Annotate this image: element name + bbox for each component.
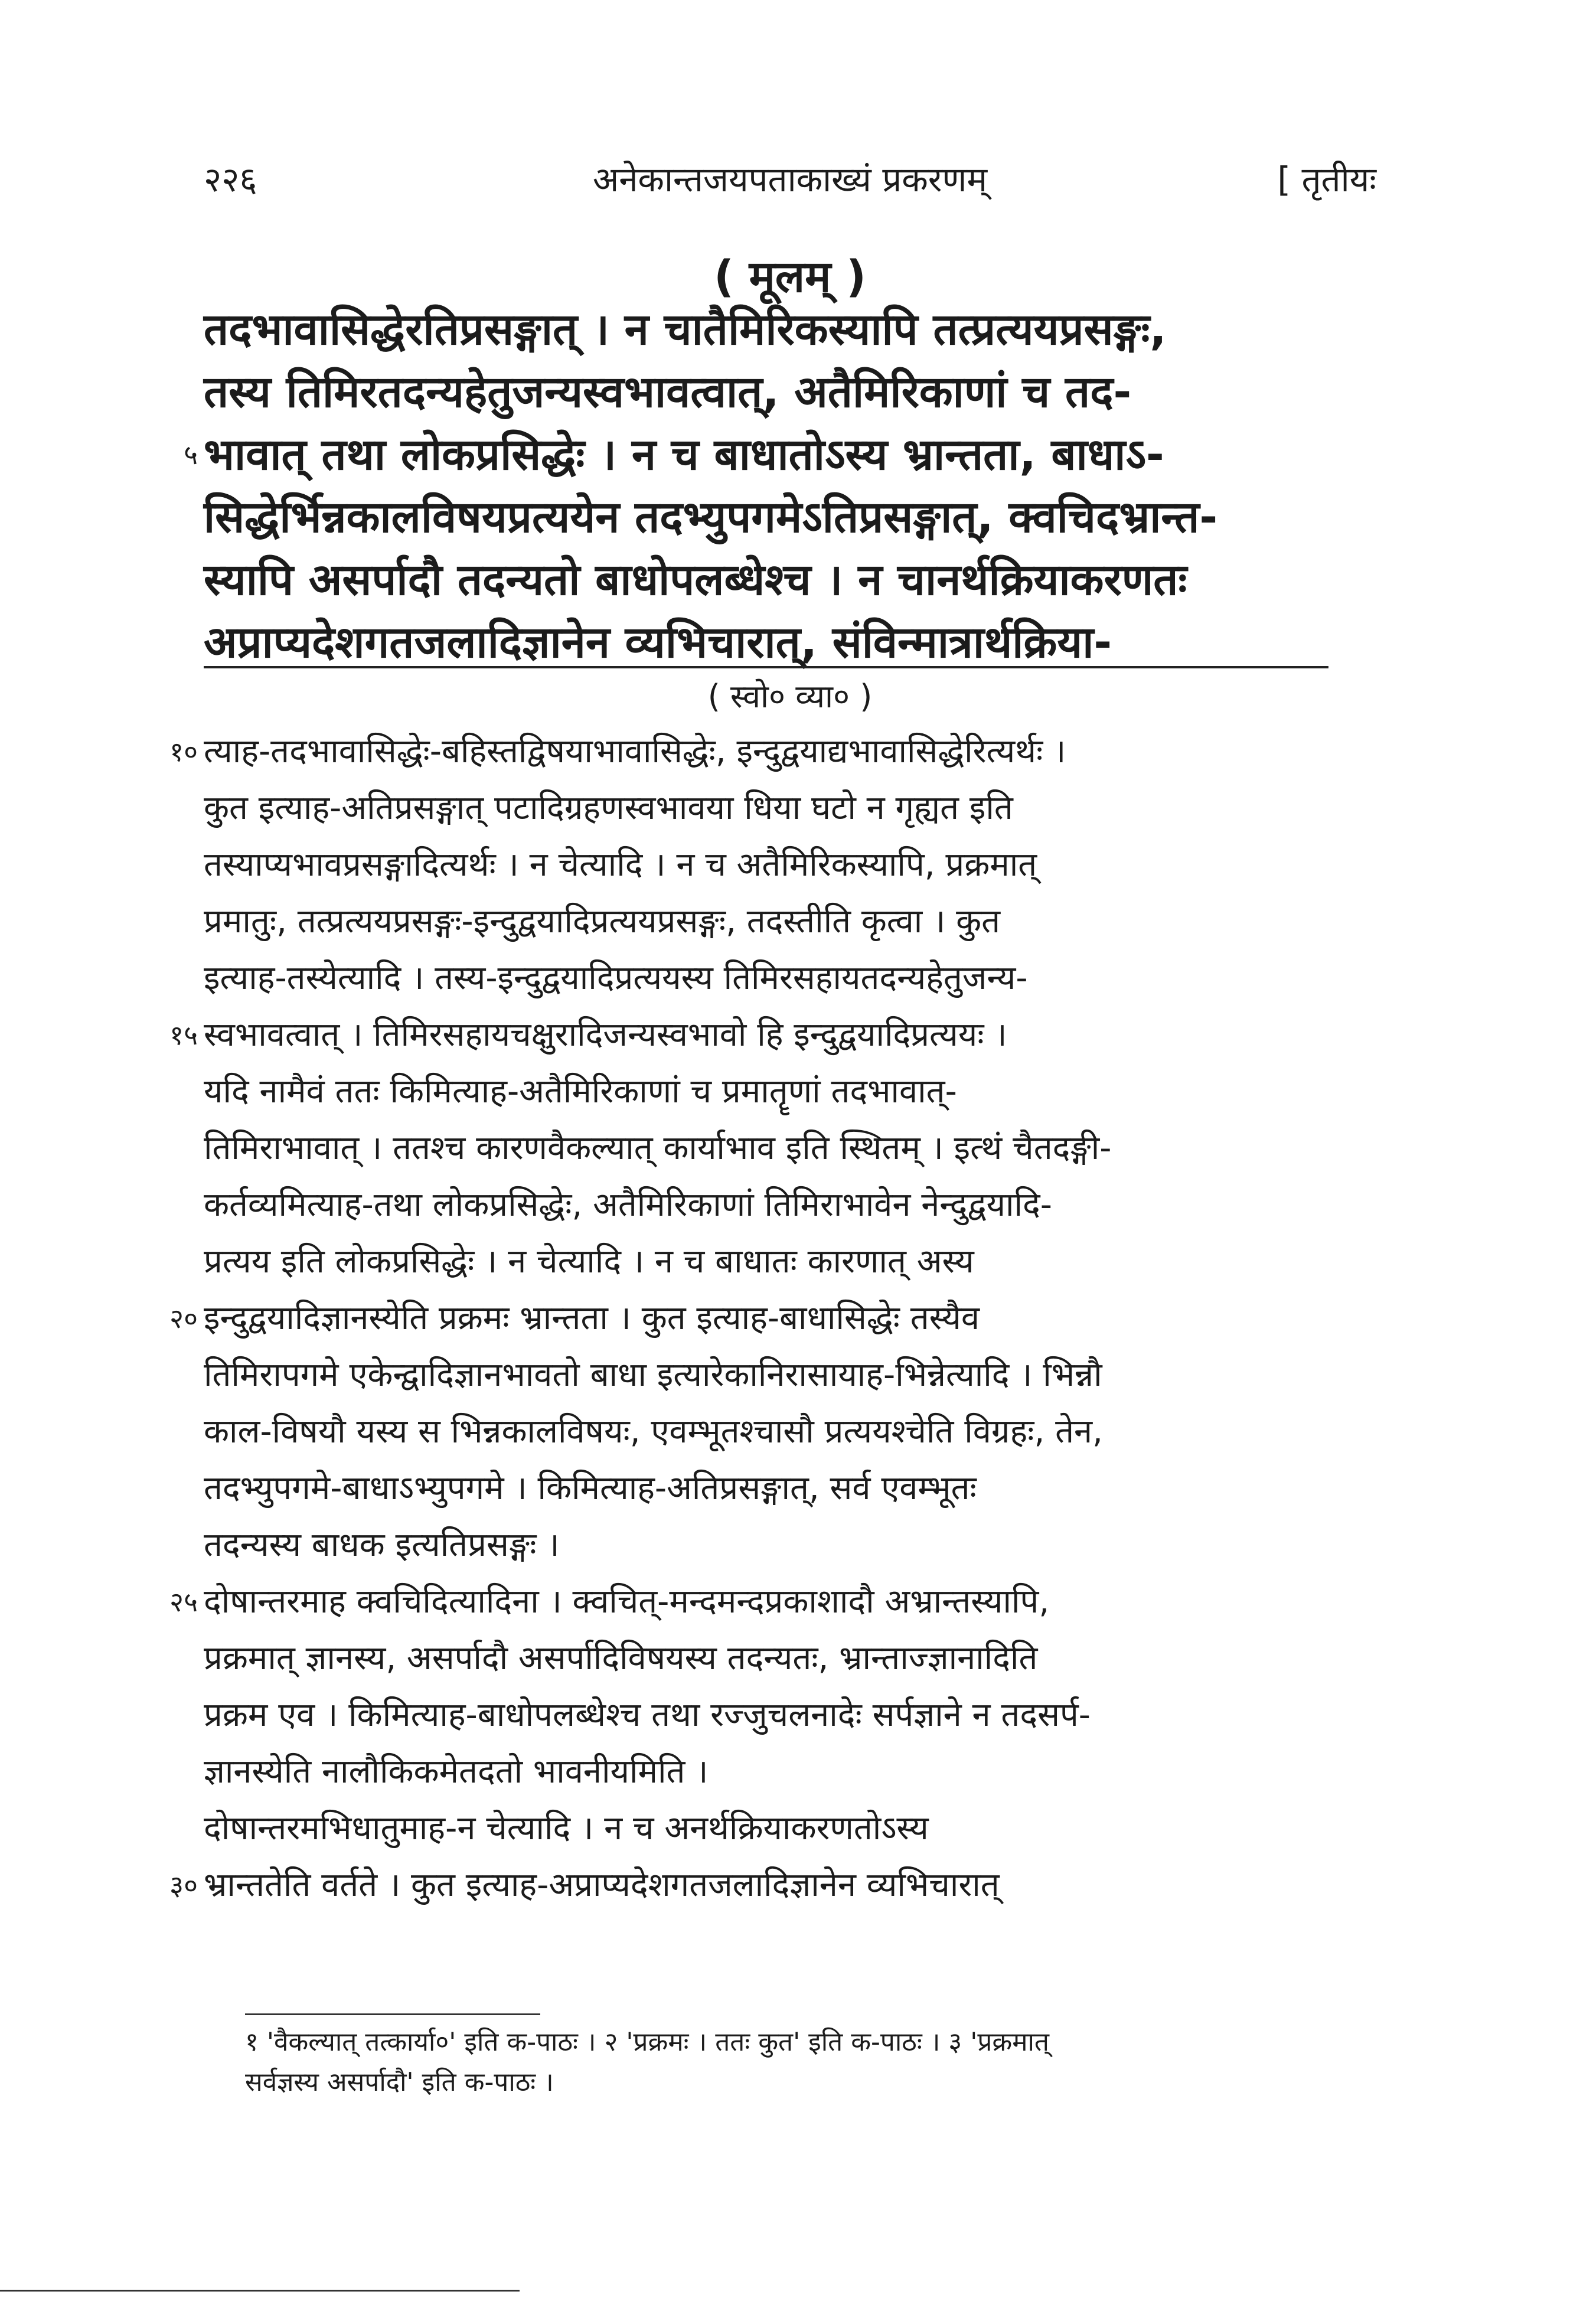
mula-line [204,298,1328,361]
commentary-text [169,723,1328,1914]
commentary-line [204,1517,1328,1574]
commentary-line [204,1120,1328,1177]
mula-heading: ( मूलम् ) [714,252,866,302]
commentary-line [204,1403,1328,1460]
commentary-line-text: प्रक्रमात् ज्ञानस्य, असर्पादौ असर्पादिविषयस्य तदन्यतः, भ्रान्ताज्ज्ञानादिति [204,1639,1038,1677]
mula-line-text: भावात् तथा लोकप्रसिद्धेः । न च बाधातोऽस्य भ्रान्तता, बाधाऽ- [204,429,1164,480]
mula-line [184,423,1328,486]
commentary-line-text: तिमिराभावात् । ततश्च कारणवैकल्यात् कार्याभाव इति स्थितम् । इत्थं चैतदङ्गी- [204,1129,1112,1167]
mula-line-text: तदभावासिद्धेरतिप्रसङ्गात् । न चातैमिरिकस्यापि तत्प्रत्ययप्रसङ्गः, [204,304,1167,355]
commentary-line-text: यदि नामैवं ततः किमित्याह-अतैमिरिकाणां च प्रमातॄणां तदभावात्- [204,1072,957,1111]
commentary-line [204,1233,1328,1290]
page-header [204,155,1376,226]
section-marker: [ तृतीयः [1277,159,1376,200]
commentary-line [204,1063,1328,1120]
commentary-line [204,1800,1328,1857]
section-divider [204,666,1328,668]
running-title: अनेकान्तजयपताकाख्यं प्रकरणम् [592,159,988,200]
commentary-line-text: इत्याह-तस्येत्यादि । तस्य-इन्दुद्वयादिप्रत्ययस्य तिमिरसहायतदन्यहेतुजन्य- [204,959,1028,997]
line-number: २५ [169,1586,198,1618]
commentary-line-text: कुत इत्याह-अतिप्रसङ्गात् पटादिग्रहणस्वभावया धिया घटो न गृह्यत इति [204,789,1013,827]
mula-line [204,549,1328,611]
mula-line-text: स्यापि असर्पादौ तदन्यतो बाधोपलब्धेश्च । न चानर्थक्रियाकरणतः [204,554,1187,605]
line-number: ३० [169,1869,198,1901]
commentary-line [204,837,1328,893]
commentary-line-text: त्याह-तदभावासिद्धेः-बहिस्तद्विषयाभावासिद्धेः, इन्दुद्वयाद्यभावासिद्धेरित्यर्थः । [204,732,1066,771]
page-number: २२६ [204,159,257,200]
mula-line [204,611,1328,674]
commentary-line-text: प्रक्रम एव । किमित्याह-बाधोपलब्धेश्च तथा रज्जुचलनादेः सर्पज्ञाने न तदसर्प- [204,1696,1091,1734]
commentary-line [169,1574,1328,1630]
commentary-line [169,1007,1328,1063]
commentary-line-text: काल-विषयौ यस्य स भिन्नकालविषयः, एवम्भूतश्चासौ प्रत्ययश्चेति विग्रहः, तेन, [204,1412,1103,1451]
footnote-line: १ 'वैकल्यात् तत्कार्या०' इति क-पाठः । २ 'प्रक्रमः । ततः कुत' इति क-पाठः । ३ 'प्रक्रमात् [245,2027,1049,2057]
line-number: ५ [184,439,198,471]
line-number: १० [169,736,198,768]
commentary-line-text: प्रत्यय इति लोकप्रसिद्धेः । न चेत्यादि । न च बाधातः कारणात् अस्य [204,1242,974,1281]
commentary-line-text: तस्याप्यभावप्रसङ्गादित्यर्थः । न चेत्यादि । न च अतैमिरिकस्यापि, प्रक्रमात् [204,846,1037,884]
mula-line [204,486,1328,549]
commentary-line [204,1460,1328,1517]
commentary-heading: ( स्वो० व्या० ) [707,678,873,715]
footnote-line: सर्वज्ञस्य असर्पादौ' इति क-पाठः । [245,2067,554,2097]
commentary-line-text: दोषान्तरमाह क्वचिदित्यादिना । क्वचित्-मन्दमन्दप्रकाशादौ अभ्रान्तस्यापि, [204,1582,1050,1621]
line-number: १५ [169,1019,198,1051]
mula-line [204,361,1328,423]
commentary-line-text: प्रमातुः, तत्प्रत्ययप्रसङ्गः-इन्दुद्वयादिप्रत्ययप्रसङ्गः, तदस्तीति कृत्वा । कुत [204,902,1001,941]
commentary-line [169,1857,1328,1914]
footnote-rule [245,2013,540,2015]
commentary-line-text: स्वभावत्वात् । तिमिरसहायचक्षुरादिजन्यस्वभावो हि इन्दुद्वयादिप्रत्ययः । [204,1016,1007,1054]
scan-edge-line [0,2290,520,2292]
commentary-line [204,950,1328,1007]
commentary-line [204,893,1328,950]
commentary-line [169,1290,1328,1347]
commentary-line-text: तिमिरापगमे एकेन्द्वादिज्ञानभावतो बाधा इत्यारेकानिरासायाह-भिन्नेत्यादि । भिन्नौ [204,1356,1102,1394]
mula-line-text: तस्य तिमिरतदन्यहेतुजन्यस्वभावत्वात्, अतैमिरिकाणां च तद- [204,367,1132,417]
commentary-line [204,1744,1328,1800]
commentary-line-text: तदन्यस्य बाधक इत्यतिप्रसङ्गः । [204,1526,560,1564]
commentary-line [204,780,1328,837]
commentary-line-text: तदभ्युपगमे-बाधाऽभ्युपगमे । किमित्याह-अतिप्रसङ्गात्, सर्व एवम्भूतः [204,1469,977,1507]
commentary-line [204,1630,1328,1687]
commentary-line [169,723,1328,780]
commentary-line-text: भ्रान्ततेति वर्तते । कुत इत्याह-अप्राप्यदेशगतजलादिज्ञानेन व्यभिचारात् [204,1866,1000,1904]
commentary-line-text: कर्तव्यमित्याह-तथा लोकप्रसिद्धेः, अतैमिरिकाणां तिमिराभावेन नेन्दुद्वयादि- [204,1186,1052,1224]
commentary-line-text: ज्ञानस्येति नालौकिकमेतदतो भावनीयमिति । [204,1752,709,1791]
commentary-line-text: इन्दुद्वयादिज्ञानस्येति प्रक्रमः भ्रान्तता । कुत इत्याह-बाधासिद्धेः तस्यैव [204,1299,980,1337]
mula-line-text: अप्राप्यदेशगतजलादिज्ञानेन व्यभिचारात्, संविन्मात्रार्थक्रिया- [204,617,1112,668]
commentary-line [204,1347,1328,1403]
line-number: २० [169,1303,198,1334]
mula-text [184,298,1328,674]
mula-line-text: सिद्धेर्भिन्नकालविषयप्रत्ययेन तदभ्युपगमेऽतिप्रसङ्गात्, क्वचिदभ्रान्त- [204,492,1218,543]
commentary-line [204,1687,1328,1744]
commentary-line-text: दोषान्तरमभिधातुमाह-न चेत्यादि । न च अनर्थक्रियाकरणतोऽस्य [204,1809,929,1848]
commentary-line [204,1177,1328,1233]
footnotes [245,2022,1328,2103]
